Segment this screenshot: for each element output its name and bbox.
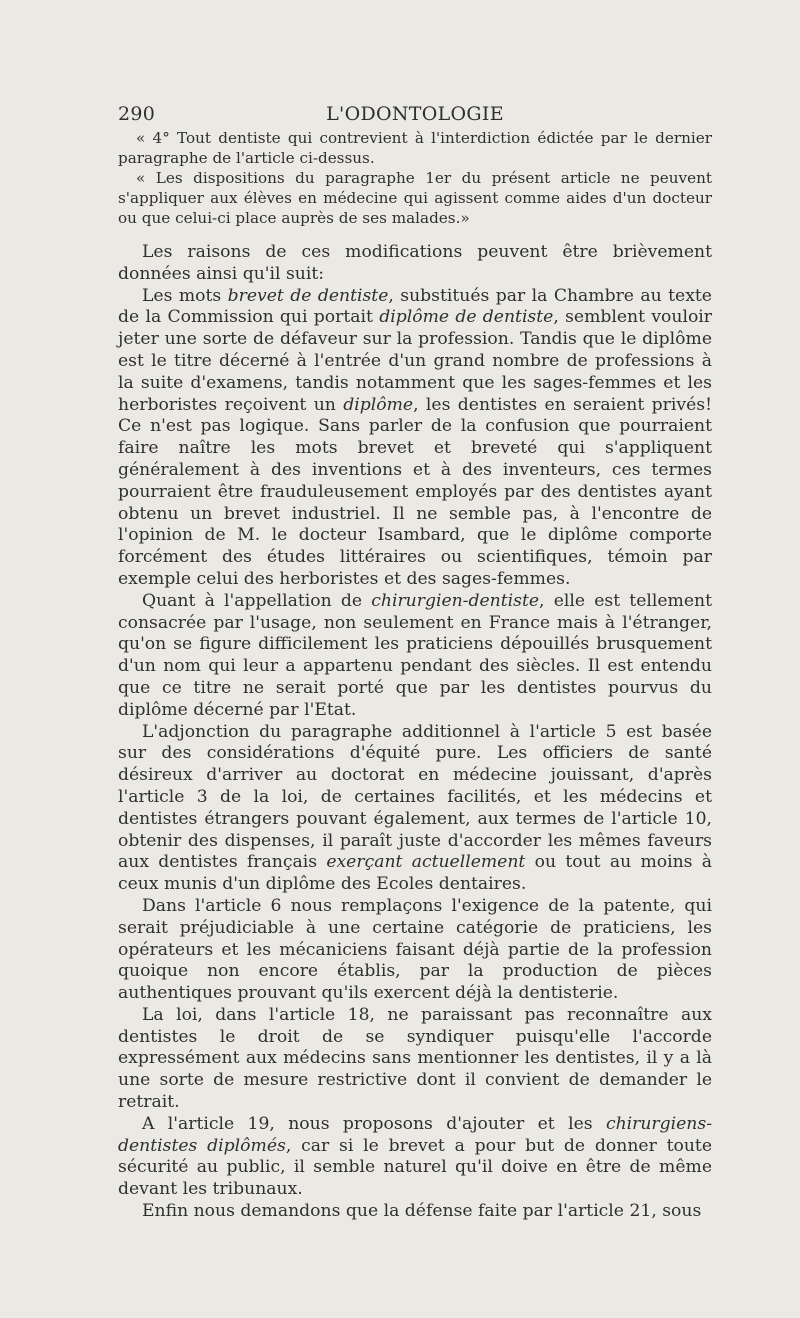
paragraph-8: Enfin nous demandons que la défense faite par l'article 21, sous <box>142 1201 702 1222</box>
text-run: , les dentistes en seraient privés! Ce n'est pas logique. Sans parler de la confusion que pourraient faire naître les mots brevet et breveté qui s'appliquent généralement à des inventions et à des inventeurs, ces termes pourraient être frauduleusement employés par des dentistes ayant obtenu un brevet industriel. Il ne semble pas, à l'encontre de l'opinion de M. le docteur Isambard, que le diplôme comporte forcément des études littéraires ou scientifiques, témoin par exemple celui des herboristes et des sages-femmes. <box>118 394 712 589</box>
running-title: L'ODONTOLOGIE <box>326 103 504 125</box>
text-run: A l'article 19, nous proposons d'ajouter et les <box>142 1113 606 1134</box>
paragraph-4 <box>118 722 712 896</box>
body-text <box>118 128 712 1223</box>
italic-term: chirurgiens-dentistes diplômés <box>118 1113 712 1156</box>
text-run: Quant à l'appellation de <box>142 590 372 611</box>
text-run: , substitués par la Chambre au texte de la Commission qui portait <box>118 285 712 328</box>
quote-paragraph-1: « 4° Tout dentiste qui contrevient à l'interdiction édictée par le dernier paragraphe de l'article ci-dessus. <box>118 129 712 167</box>
quoted-article-text <box>118 128 712 228</box>
paragraph-2 <box>118 286 712 591</box>
italic-term: diplôme de dentiste <box>379 307 554 328</box>
text-run: , car si le brevet a pour but de donner toute sécurité au public, il semble naturel qu'il doive en être de même devant les tribunaux. <box>118 1135 713 1200</box>
main-text <box>118 242 712 1223</box>
italic-term: brevet de dentiste <box>227 285 389 306</box>
paragraph-6: La loi, dans l'article 18, ne paraissant pas reconnaître aux dentistes le droit de se syndiquer puisqu'elle l'accorde expressément aux médecins sans mentionner les dentistes, il y a là une sorte de mesure restrictive dont il convient de demander le retrait. <box>118 1004 712 1113</box>
italic-term: exerçant actuellement <box>326 852 526 873</box>
paragraph-5: Dans l'article 6 nous remplaçons l'exigence de la patente, qui serait préjudiciable à une certaine catégorie de praticiens, les opérateurs et les mécaniciens faisant déjà partie de la profession quoique non encore établis, par la production de pièces authentiques prouvant qu'ils exercent déjà la dentisterie. <box>118 895 712 1004</box>
paragraph-3 <box>118 591 712 722</box>
text-run: L'adjonction du paragraphe additionnel à l'article 5 est basée sur des considérations d'équité pure. Les officiers de santé désireux d'arriver au doctorat en médecine jouissant, d'après l'article 3 de la loi, de certaines facilités, et les médecins et dentistes étrangers pouvant également, aux termes de l'article 10, obtenir des dispenses, il paraît juste d'accorder les mêmes faveurs aux dentistes français <box>118 721 712 873</box>
text-run: ou tout au moins à ceux munis d'un diplôme des Ecoles dentaires. <box>118 852 713 895</box>
text-run: , elle est tellement consacrée par l'usage, non seulement en France mais à l'étranger, qu'on se figure difficilement les praticiens dépouillés brusquement d'un nom qui leur a appartenu pendant des siècles. Il est entendu que ce titre ne serait porté que par les dentistes pourvus du diplôme décerné par l'Etat. <box>118 590 712 720</box>
text-run: Les mots <box>142 285 228 306</box>
paragraph-1: Les raisons de ces modifications peuvent être brièvement données ainsi qu'il suit: <box>118 242 712 284</box>
quote-paragraph-2: « Les dispositions du paragraphe 1er du présent article ne peuvent s'appliquer aux élèves en médecine qui agissent comme aides d'un docteur ou que celui-ci place auprès de ses malades.» <box>118 169 712 227</box>
italic-term: chirurgien-dentiste <box>371 590 540 611</box>
paragraph-7 <box>118 1114 712 1201</box>
italic-term: diplôme <box>343 394 414 415</box>
page-number: 290 <box>118 103 156 125</box>
text-run: , semblent vouloir jeter une sorte de défaveur sur la profession. Tandis que le diplôme est le titre décerné à l'entrée d'un grand nombre de professions à la suite d'examens, tandis notamment que les sages-femmes et les herboristes reçoivent un <box>118 307 713 415</box>
